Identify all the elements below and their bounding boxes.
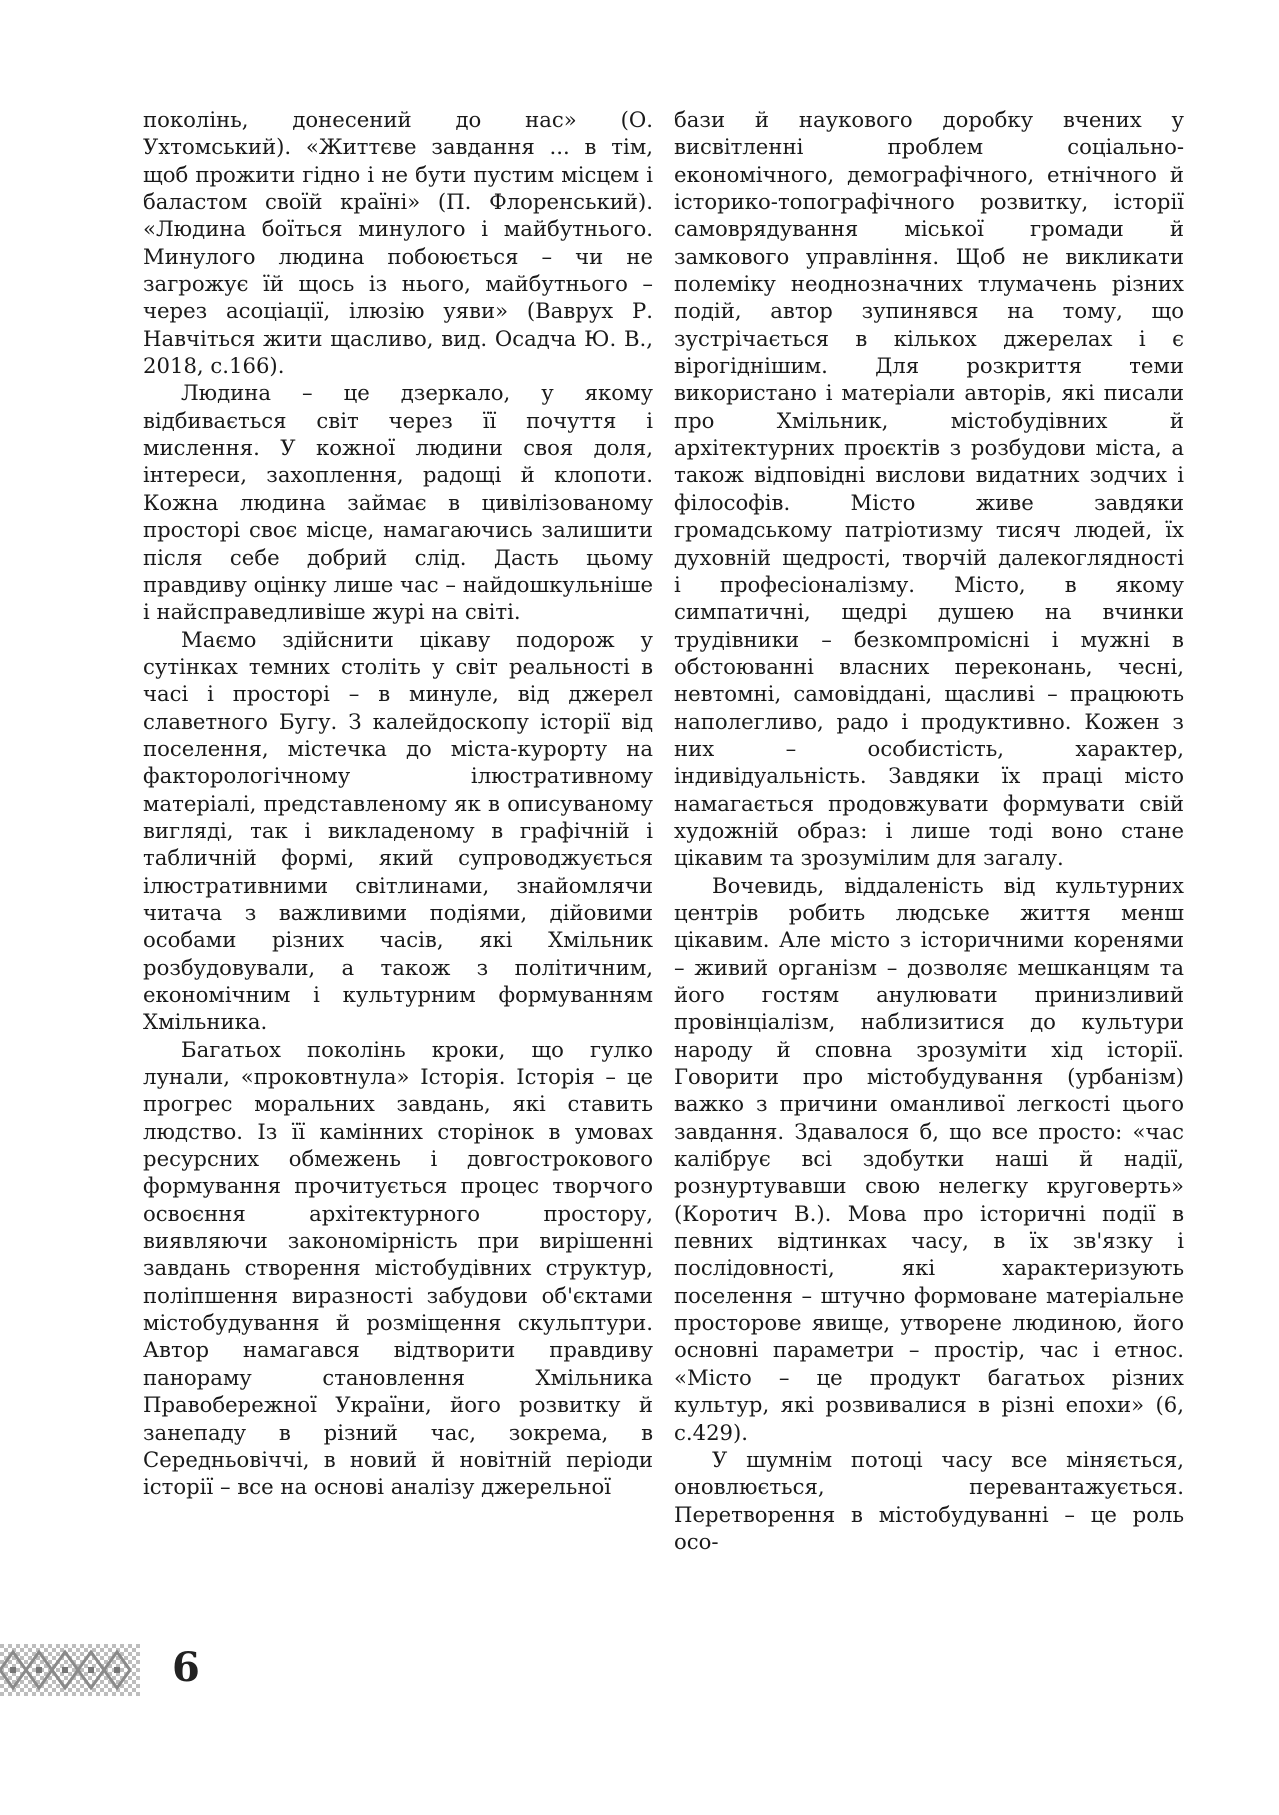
paragraph: Маємо здійснити цікаву подорож у сутінках темних століть у світ реальності в часі і просторі – в минуле, від джерел славетного Бугу. З калейдоскопу історії від поселення, містечка до міста-курорту на факторологічному ілюстративному матеріалі, представленому як в описуваному вигляді, так і викладеному в графічній і табличній формі, який супроводжується ілюстративними світлинами, знайомлячи читача з важливими подіями, дійовими особами різних часів, які Хмільник розбудовували, а також з політичним, економічним і культурним формуванням Хмільника. <box>143 626 653 1035</box>
right-text-column <box>674 106 1184 1555</box>
page-footer <box>0 1638 1279 1698</box>
paragraph: Вочевидь, віддаленість від культурних центрів робить людське життя менш цікавим. Але місто з історичними коренями – живий організм – дозволяє мешканцям та його гостям анулювати принизливий провінціалізм, наблизитися до культури народу й сповна зрозуміти хід історії. Говорити про містобудування (урбанізм) важко з причини оманливої легкості цього завдання. Здавалося б, що все просто: «час калібрує всі здобутки наші й надії, рознуртувавши свою нелегку круговерть» (Коротич В.). Мова про історичні події в певних відтинках часу, в їх зв'язку і послідовності, які характеризують поселення – штучно формоване матеріальне просторове явище, утворене людиною, його основні параметри – простір, час і етнос. «Місто – це продукт багатьох різних культур, які розвивалися в різні епохи» (6, с.429). <box>674 872 1184 1445</box>
paragraph: поколінь, донесений до нас» (О. Ухтомський). «Життєве завдання ... в тім, щоб прожити гідно і не бути пустим місцем і баластом своїй країні» (П. Флоренський). «Людина боїться минулого і майбутнього. Минулого людина побоюється – чи не загрожує їй щось із нього, майбутнього – через асоціації, ілюзію уяви» (Ваврух Р. Навчіться жити щасливо, вид. Осадча Ю. В., 2018, с.166). <box>143 107 653 379</box>
paragraph: Багатьох поколінь кроки, що гулко лунали, «проковтнула» Історія. Історія – це прогрес моральних завдань, які ставить людство. Із її камінних сторінок в умовах ресурсних обмежень і довгострокового формування прочитується процес творчого освоєння архітектурного простору, виявляючи закономірність при вирішенні завдань створення містобудівних структур, поліпшення виразності забудови об'єктами містобудування й розміщення скульптури. Автор намагався відтворити правдиву панораму становлення Хмільника Правобережної України, його розвитку й занепаду в різний час, зокрема, в Середньовіччі, в новий й новітній періоди історії – все на основі аналізу джерельної <box>143 1036 653 1500</box>
paragraph: Людина – це дзеркало, у якому відбивається світ через її почуття і мислення. У кожної людини своя доля, інтереси, захоплення, радощі й клопоти. Кожна людина займає в цивілізованому просторі своє місце, намагаючись залишити після себе добрий слід. Дасть цьому правдиву оцінку лише час – найдошкульніше і найсправедливіше журі на світі. <box>143 380 653 625</box>
paragraph: бази й наукового доробку вчених у висвітленні проблем соціально-економічного, демографічного, етнічного й історико-топографічного розвитку, історії самоврядування міської громади й замкового управління. Щоб не викликати полеміку неоднозначних тлумачень різних подій, автор зупинявся на тому, що зустрічається в кількох джерелах і є вірогіднішим. Для розкриття теми використано і матеріали авторів, які писали про Хмільник, містобудівних й архітектурних проєктів з розбудови міста, а також відповідні вислови видатних зодчих і філософів. Місто живе завдяки громадському патріотизму тисяч людей, їх духовній щедрості, творчій далекоглядності і професіоналізму. Місто, в якому симпатичні, щедрі душею на вчинки трудівники – безкомпромісні і мужні в обстоюванні власних переконань, чесні, невтомні, самовіддані, щасливі – працюють наполегливо, радо і продуктивно. Кожен з них – особистість, характер, індивідуальність. Завдяки їх праці місто намагається продовжувати формувати свій художній образ: і лише тоді воно стане цікавим та зрозумілим для загалу. <box>674 107 1184 871</box>
ornament-pattern-icon <box>0 1644 140 1696</box>
paragraph: У шумнім потоці часу все міняється, оновлюється, перевантажується. Перетворення в містобудуванні – це роль осо- <box>674 1446 1184 1554</box>
left-text-column <box>143 106 653 1501</box>
page-number: 6 <box>172 1644 200 1691</box>
